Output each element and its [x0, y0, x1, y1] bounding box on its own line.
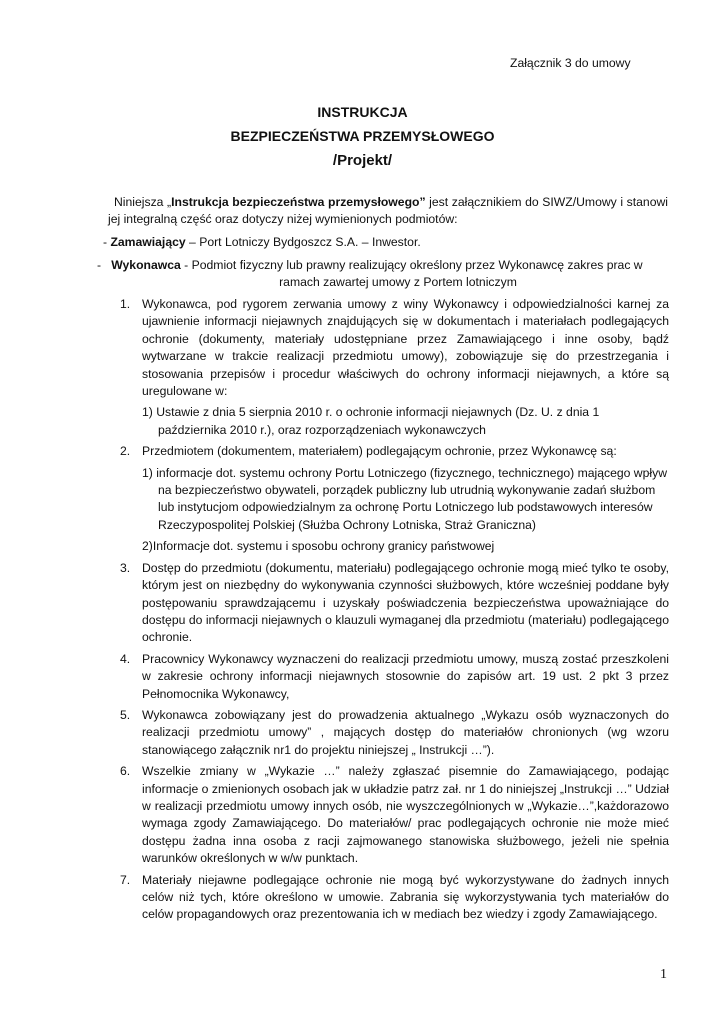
party-wyk-text: - Podmiot fizyczny lub prawny realizujący określony przez Wykonawcę zakres prac w	[180, 258, 643, 272]
party-wyk-label: Wykonawca	[111, 258, 181, 272]
sub-item: 2)Informacje dot. systemu i sposobu ochrony granicy państwowej	[142, 539, 495, 554]
item-number: 4.	[120, 651, 131, 666]
item-text: Pracownicy Wykonawcy wyznaczeni do realizacji przedmiotu umowy, muszą zostać przeszkoleni w zakresie ochrony informacji niejawnych stosownie do zapisów art. 19 ust. 2 pkt 3 przez Pełnomocnika Wykonawcy,	[142, 651, 669, 701]
party-dash: -	[103, 235, 108, 249]
item-number: 7.	[120, 872, 131, 887]
list-item	[120, 763, 669, 867]
list-item	[120, 296, 669, 439]
annex-label: Załącznik 3 do umowy	[510, 56, 631, 70]
item-number: 3.	[120, 560, 131, 575]
party-zamawiajacy	[103, 234, 668, 251]
item-text: Dostęp do przedmiotu (dokumentu, materiału) podlegającego ochronie mogą mieć tylko te osoby, którym jest on niezbędny do wykonywania czynności służbowych, które wcześniej poddane były postępowaniu sprawdzającemu i uzyskały poświadczenia bezpieczeństwa upoważniające do dostępu do informacji niejawnych o klauzuli wymaganej dla przedmiotu (materiału) podlegającego ochronie.	[142, 560, 669, 645]
intro-paragraph	[108, 194, 668, 229]
sub-item: 1) Ustawie z dnia 5 sierpnia 2010 r. o ochronie informacji niejawnych (Dz. U. z dnia 1 października 2010 r.), oraz rozporządzeniach wykonawczych	[142, 405, 600, 437]
intro-prefix: Niniejsza „	[114, 195, 172, 209]
list-item	[120, 872, 669, 924]
sub-item: 1) informacje dot. systemu ochrony Portu Lotniczego (fizycznego, technicznego) mającego wpływ na bezpieczeństwo obywateli, porządek publiczny lub utrudnią wykonywanie zadań służbom lub instytucjom odpowiedzialnym za ochronę Portu Lotniczego lub podstawowych interesów Rzeczypospolitej Polskiej (Służba Ochrony Lotniska, Straż Graniczna)	[142, 465, 667, 532]
intro-rest: jest załącznikiem do SIWZ/Umowy i stanowi jej integralną część oraz dotyczy niżej wymienionych podmiotów:	[108, 195, 668, 227]
document-subtitle: BEZPIECZEŃSTWA PRZEMYSŁOWEGO	[230, 128, 495, 144]
numbered-list	[120, 296, 669, 928]
document-title: INSTRUKCJA	[317, 104, 408, 120]
party-zam-label: Zamawiający	[110, 235, 186, 249]
item-text: Wykonawca, pod rygorem zerwania umowy z winy Wykonawcy i odpowiedzialności karnej za ujawnienie informacji niejawnych znajdujących się w dokumentach i materiałach podlegających ochronie (dokumenty, materiały udostępniane przez Zamawiającego i inne osoby, bądź wytwarzane w trakcie realizacji przedmiotu umowy), zobowiązuje się do przestrzegania i stosowania przepisów i procedur właściwych do ochrony informacji niejawnych, a które są uregulowane w:	[142, 297, 669, 399]
item-text: Wykonawca zobowiązany jest do prowadzenia aktualnego „Wykazu osób wyznaczonych do realizacji przedmiotu umowy” , mających dostęp do materiałów chronionych (wg wzoru stanowiącego załącznik nr1 do projektu niniejszej „ Instrukcji …”).	[142, 707, 669, 757]
draft-label: /Projekt/	[332, 152, 393, 169]
item-number: 5.	[120, 707, 131, 722]
party-wykonawca	[97, 257, 669, 292]
item-text: Wszelkie zmiany w „Wykazie …” należy zgłaszać pisemnie do Zamawiającego, podając informacje o zmienionych osobach jak w układzie patrz zał. nr 1 do niniejszej „Instrukcji …” Udział w realizacji przedmiotu umowy innych osób, nie wyszczególnionych w „Wykazie…”,każdorazowo wymaga zgody Zamawiającego. Do materiałów/ prac podlegających ochronie nie może mieć dostępu żadna inna osoba z racji zajmowanego stanowiska służbowego, jeżeli nie spełnia warunków określonych w w/w punktach.	[142, 764, 669, 866]
list-item	[120, 560, 669, 647]
list-item	[120, 651, 669, 703]
item-number: 2.	[120, 444, 131, 459]
party-wyk-continuation: ramach zawartej umowy z Portem lotniczym	[279, 275, 517, 290]
party-dash: -	[97, 258, 102, 272]
item-text: Przedmiotem (dokumentem, materiałem) podlegającym ochronie, przez Wykonawcę są:	[142, 444, 617, 459]
list-item	[120, 443, 669, 555]
list-item	[120, 707, 669, 759]
intro-bold: Instrukcja bezpieczeństwa przemysłowego”	[171, 195, 426, 209]
party-zam-text: – Port Lotniczy Bydgoszcz S.A. – Inwestor.	[185, 235, 421, 249]
item-text: Materiały niejawne podlegające ochronie nie mogą być wykorzystywane do żadnych innych celów niż tych, które określono w umowie. Zabrania się wykorzystywania tych materiałów do celów propagandowych oraz prezentowania ich w mediach bez wiedzy i zgody Zamawiającego.	[142, 872, 669, 922]
page-number: 1	[660, 967, 667, 982]
item-number: 6.	[120, 764, 131, 779]
item-number: 1.	[120, 297, 131, 311]
